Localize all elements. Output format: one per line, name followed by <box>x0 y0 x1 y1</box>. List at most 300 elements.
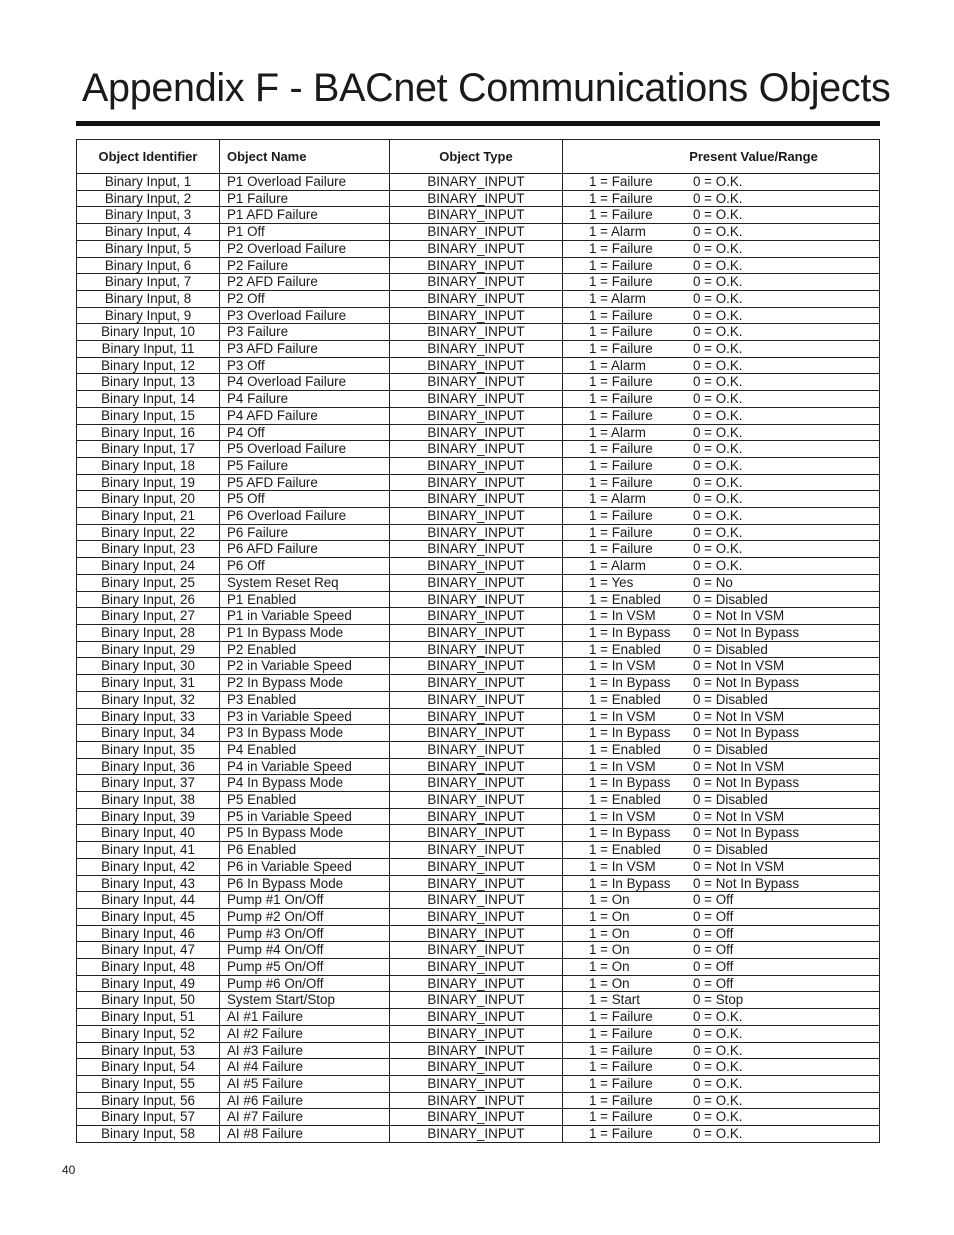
present-value <box>563 424 880 441</box>
present-value <box>563 1075 880 1092</box>
object-type: BINARY_INPUT <box>390 708 563 725</box>
table-row <box>77 708 880 725</box>
value-zero: 0 = O.K. <box>693 1042 743 1058</box>
object-name: AI #8 Failure <box>220 1126 390 1143</box>
object-name: AI #7 Failure <box>220 1109 390 1126</box>
table-row <box>77 1075 880 1092</box>
page-title: Appendix F - BACnet Communications Objects <box>82 66 891 110</box>
present-value <box>563 959 880 976</box>
object-name: P2 In Bypass Mode <box>220 675 390 692</box>
value-one: 1 = On <box>589 975 630 991</box>
present-value <box>563 758 880 775</box>
value-zero: 0 = O.K. <box>693 357 743 373</box>
object-identifier: Binary Input, 24 <box>77 558 220 575</box>
object-name: P1 AFD Failure <box>220 207 390 224</box>
object-identifier: Binary Input, 53 <box>77 1042 220 1059</box>
object-identifier: Binary Input, 19 <box>77 474 220 491</box>
present-value <box>563 1009 880 1026</box>
bacnet-objects-table <box>76 139 880 1143</box>
table-row <box>77 541 880 558</box>
object-name: P5 Failure <box>220 457 390 474</box>
table-row <box>77 174 880 191</box>
object-type: BINARY_INPUT <box>390 1092 563 1109</box>
object-identifier: Binary Input, 26 <box>77 591 220 608</box>
value-one: 1 = In Bypass <box>589 624 671 640</box>
object-type: BINARY_INPUT <box>390 357 563 374</box>
object-name: P5 Enabled <box>220 792 390 809</box>
table-row <box>77 1059 880 1076</box>
object-name: P2 Failure <box>220 257 390 274</box>
value-zero: 0 = Disabled <box>693 641 768 657</box>
table-row <box>77 942 880 959</box>
table-row <box>77 508 880 525</box>
table-row <box>77 424 880 441</box>
present-value <box>563 1092 880 1109</box>
object-type: BINARY_INPUT <box>390 892 563 909</box>
object-name: P4 Enabled <box>220 741 390 758</box>
value-one: 1 = In Bypass <box>589 825 671 841</box>
table-row <box>77 658 880 675</box>
table-row <box>77 908 880 925</box>
object-identifier: Binary Input, 7 <box>77 274 220 291</box>
object-type: BINARY_INPUT <box>390 792 563 809</box>
present-value <box>563 591 880 608</box>
object-name: System Start/Stop <box>220 992 390 1009</box>
object-type: BINARY_INPUT <box>390 992 563 1009</box>
table-row <box>77 257 880 274</box>
table-row <box>77 691 880 708</box>
object-identifier: Binary Input, 30 <box>77 658 220 675</box>
table-row <box>77 1025 880 1042</box>
table-row <box>77 574 880 591</box>
value-one: 1 = Failure <box>589 374 653 390</box>
value-zero: 0 = O.K. <box>693 224 743 240</box>
object-name: P1 Failure <box>220 190 390 207</box>
present-value <box>563 691 880 708</box>
object-type: BINARY_INPUT <box>390 574 563 591</box>
present-value <box>563 942 880 959</box>
value-one: 1 = Enabled <box>589 641 661 657</box>
object-name: AI #3 Failure <box>220 1042 390 1059</box>
object-identifier: Binary Input, 25 <box>77 574 220 591</box>
present-value <box>563 341 880 358</box>
object-type: BINARY_INPUT <box>390 341 563 358</box>
object-name: AI #6 Failure <box>220 1092 390 1109</box>
object-type: BINARY_INPUT <box>390 374 563 391</box>
object-type: BINARY_INPUT <box>390 1059 563 1076</box>
value-one: 1 = In Bypass <box>589 875 671 891</box>
object-type: BINARY_INPUT <box>390 925 563 942</box>
header-object-identifier: Object Identifier <box>77 140 220 174</box>
object-type: BINARY_INPUT <box>390 1009 563 1026</box>
value-one: 1 = In VSM <box>589 808 656 824</box>
object-identifier: Binary Input, 34 <box>77 725 220 742</box>
present-value <box>563 174 880 191</box>
object-identifier: Binary Input, 20 <box>77 491 220 508</box>
table-row <box>77 1092 880 1109</box>
object-type: BINARY_INPUT <box>390 608 563 625</box>
object-type: BINARY_INPUT <box>390 407 563 424</box>
object-type: BINARY_INPUT <box>390 875 563 892</box>
table-row <box>77 975 880 992</box>
object-type: BINARY_INPUT <box>390 641 563 658</box>
value-one: 1 = Failure <box>589 307 653 323</box>
value-zero: 0 = O.K. <box>693 424 743 440</box>
value-zero: 0 = Not In VSM <box>693 758 785 774</box>
value-zero: 0 = Not In VSM <box>693 608 785 624</box>
object-type: BINARY_INPUT <box>390 842 563 859</box>
value-zero: 0 = O.K. <box>693 441 743 457</box>
object-identifier: Binary Input, 43 <box>77 875 220 892</box>
table-row <box>77 1042 880 1059</box>
value-zero: 0 = O.K. <box>693 174 743 189</box>
object-identifier: Binary Input, 51 <box>77 1009 220 1026</box>
object-name: P1 in Variable Speed <box>220 608 390 625</box>
value-zero: 0 = O.K. <box>693 1075 743 1091</box>
present-value <box>563 441 880 458</box>
value-zero: 0 = Not In VSM <box>693 658 785 674</box>
object-identifier: Binary Input, 28 <box>77 624 220 641</box>
object-name: AI #4 Failure <box>220 1059 390 1076</box>
object-name: Pump #5 On/Off <box>220 959 390 976</box>
page-number: 40 <box>62 1163 76 1177</box>
value-zero: 0 = O.K. <box>693 1025 743 1041</box>
value-one: 1 = Alarm <box>589 357 646 373</box>
value-zero: 0 = Disabled <box>693 792 768 808</box>
table-row <box>77 925 880 942</box>
value-one: 1 = In VSM <box>589 858 656 874</box>
object-type: BINARY_INPUT <box>390 190 563 207</box>
object-name: P4 Off <box>220 424 390 441</box>
object-name: P6 in Variable Speed <box>220 858 390 875</box>
object-identifier: Binary Input, 52 <box>77 1025 220 1042</box>
value-zero: 0 = O.K. <box>693 207 743 223</box>
present-value <box>563 324 880 341</box>
object-identifier: Binary Input, 31 <box>77 675 220 692</box>
object-identifier: Binary Input, 57 <box>77 1109 220 1126</box>
object-name: AI #2 Failure <box>220 1025 390 1042</box>
value-one: 1 = Alarm <box>589 424 646 440</box>
table-header-row <box>77 140 880 174</box>
object-name: AI #5 Failure <box>220 1075 390 1092</box>
object-type: BINARY_INPUT <box>390 274 563 291</box>
header-present-value: Present Value/Range <box>563 140 880 174</box>
value-zero: 0 = Not In VSM <box>693 708 785 724</box>
object-type: BINARY_INPUT <box>390 591 563 608</box>
value-one: 1 = Failure <box>589 190 653 206</box>
object-name: P3 Off <box>220 357 390 374</box>
object-name: P5 in Variable Speed <box>220 808 390 825</box>
object-type: BINARY_INPUT <box>390 725 563 742</box>
present-value <box>563 558 880 575</box>
object-type: BINARY_INPUT <box>390 307 563 324</box>
object-type: BINARY_INPUT <box>390 491 563 508</box>
present-value <box>563 307 880 324</box>
object-identifier: Binary Input, 37 <box>77 775 220 792</box>
object-name: P4 In Bypass Mode <box>220 775 390 792</box>
value-zero: 0 = O.K. <box>693 491 743 507</box>
value-one: 1 = Failure <box>589 508 653 524</box>
value-zero: 0 = O.K. <box>693 524 743 540</box>
object-identifier: Binary Input, 5 <box>77 240 220 257</box>
object-identifier: Binary Input, 27 <box>77 608 220 625</box>
object-type: BINARY_INPUT <box>390 908 563 925</box>
value-zero: 0 = O.K. <box>693 240 743 256</box>
table-row <box>77 792 880 809</box>
object-type: BINARY_INPUT <box>390 1075 563 1092</box>
table-body <box>77 174 880 1143</box>
value-zero: 0 = O.K. <box>693 1126 743 1142</box>
value-zero: 0 = Off <box>693 942 734 958</box>
header-object-name: Object Name <box>220 140 390 174</box>
present-value <box>563 875 880 892</box>
value-one: 1 = Alarm <box>589 290 646 306</box>
object-name: P2 Enabled <box>220 641 390 658</box>
object-identifier: Binary Input, 11 <box>77 341 220 358</box>
object-type: BINARY_INPUT <box>390 758 563 775</box>
table-row <box>77 457 880 474</box>
object-name: P1 In Bypass Mode <box>220 624 390 641</box>
value-one: 1 = Alarm <box>589 491 646 507</box>
present-value <box>563 1059 880 1076</box>
table-row <box>77 1009 880 1026</box>
value-one: 1 = Alarm <box>589 224 646 240</box>
object-identifier: Binary Input, 42 <box>77 858 220 875</box>
object-type: BINARY_INPUT <box>390 942 563 959</box>
value-zero: 0 = O.K. <box>693 1109 743 1125</box>
object-name: P3 Failure <box>220 324 390 341</box>
object-name: P2 in Variable Speed <box>220 658 390 675</box>
object-type: BINARY_INPUT <box>390 474 563 491</box>
value-one: 1 = Failure <box>589 1126 653 1142</box>
object-name: P2 Overload Failure <box>220 240 390 257</box>
value-zero: 0 = O.K. <box>693 374 743 390</box>
table-row <box>77 808 880 825</box>
present-value <box>563 792 880 809</box>
table-row <box>77 725 880 742</box>
table-row <box>77 441 880 458</box>
present-value <box>563 842 880 859</box>
value-zero: 0 = Off <box>693 908 734 924</box>
value-one: 1 = Failure <box>589 1025 653 1041</box>
value-one: 1 = In VSM <box>589 608 656 624</box>
present-value <box>563 508 880 525</box>
value-one: 1 = Failure <box>589 1059 653 1075</box>
table-row <box>77 474 880 491</box>
object-type: BINARY_INPUT <box>390 508 563 525</box>
object-identifier: Binary Input, 14 <box>77 391 220 408</box>
object-identifier: Binary Input, 23 <box>77 541 220 558</box>
value-one: 1 = In Bypass <box>589 675 671 691</box>
present-value <box>563 908 880 925</box>
object-identifier: Binary Input, 12 <box>77 357 220 374</box>
present-value <box>563 725 880 742</box>
present-value <box>563 925 880 942</box>
present-value <box>563 407 880 424</box>
value-zero: 0 = Off <box>693 959 734 975</box>
object-type: BINARY_INPUT <box>390 324 563 341</box>
value-one: 1 = In Bypass <box>589 725 671 741</box>
table-row <box>77 608 880 625</box>
value-one: 1 = Failure <box>589 407 653 423</box>
object-name: P3 Overload Failure <box>220 307 390 324</box>
object-name: System Reset Req <box>220 574 390 591</box>
table-row <box>77 407 880 424</box>
value-zero: 0 = Not In Bypass <box>693 775 800 791</box>
object-identifier: Binary Input, 6 <box>77 257 220 274</box>
value-zero: 0 = O.K. <box>693 391 743 407</box>
object-type: BINARY_INPUT <box>390 558 563 575</box>
object-name: P6 Enabled <box>220 842 390 859</box>
object-type: BINARY_INPUT <box>390 541 563 558</box>
object-identifier: Binary Input, 41 <box>77 842 220 859</box>
object-type: BINARY_INPUT <box>390 207 563 224</box>
object-identifier: Binary Input, 10 <box>77 324 220 341</box>
value-zero: 0 = O.K. <box>693 257 743 273</box>
present-value <box>563 290 880 307</box>
value-zero: 0 = Not In Bypass <box>693 675 800 691</box>
table-row <box>77 741 880 758</box>
object-identifier: Binary Input, 36 <box>77 758 220 775</box>
object-name: P4 Failure <box>220 391 390 408</box>
value-zero: 0 = O.K. <box>693 290 743 306</box>
value-one: 1 = Failure <box>589 1109 653 1125</box>
object-name: P5 Off <box>220 491 390 508</box>
object-type: BINARY_INPUT <box>390 825 563 842</box>
table-row <box>77 207 880 224</box>
object-type: BINARY_INPUT <box>390 675 563 692</box>
value-zero: 0 = Disabled <box>693 741 768 757</box>
value-one: 1 = Failure <box>589 391 653 407</box>
object-type: BINARY_INPUT <box>390 1126 563 1143</box>
present-value <box>563 741 880 758</box>
table-row <box>77 624 880 641</box>
object-type: BINARY_INPUT <box>390 1109 563 1126</box>
present-value <box>563 641 880 658</box>
present-value <box>563 357 880 374</box>
table-row <box>77 675 880 692</box>
object-identifier: Binary Input, 39 <box>77 808 220 825</box>
object-name: Pump #4 On/Off <box>220 942 390 959</box>
value-zero: 0 = Not In Bypass <box>693 624 800 640</box>
table-row <box>77 775 880 792</box>
value-one: 1 = In VSM <box>589 758 656 774</box>
value-one: 1 = Failure <box>589 257 653 273</box>
value-one: 1 = Failure <box>589 441 653 457</box>
value-one: 1 = On <box>589 925 630 941</box>
object-name: P4 in Variable Speed <box>220 758 390 775</box>
object-type: BINARY_INPUT <box>390 975 563 992</box>
present-value <box>563 474 880 491</box>
value-zero: 0 = O.K. <box>693 474 743 490</box>
object-name: P3 Enabled <box>220 691 390 708</box>
object-type: BINARY_INPUT <box>390 1042 563 1059</box>
value-one: 1 = Failure <box>589 324 653 340</box>
value-one: 1 = Failure <box>589 240 653 256</box>
present-value <box>563 1109 880 1126</box>
object-name: P5 Overload Failure <box>220 441 390 458</box>
object-identifier: Binary Input, 3 <box>77 207 220 224</box>
object-name: P1 Enabled <box>220 591 390 608</box>
object-type: BINARY_INPUT <box>390 391 563 408</box>
object-identifier: Binary Input, 18 <box>77 457 220 474</box>
value-zero: 0 = O.K. <box>693 1009 743 1025</box>
object-name: P3 in Variable Speed <box>220 708 390 725</box>
value-one: 1 = Failure <box>589 541 653 557</box>
table-row <box>77 1109 880 1126</box>
object-type: BINARY_INPUT <box>390 457 563 474</box>
present-value <box>563 1042 880 1059</box>
table-row <box>77 307 880 324</box>
table-row <box>77 524 880 541</box>
object-identifier: Binary Input, 2 <box>77 190 220 207</box>
table-row <box>77 858 880 875</box>
object-identifier: Binary Input, 50 <box>77 992 220 1009</box>
value-one: 1 = On <box>589 892 630 908</box>
object-type: BINARY_INPUT <box>390 808 563 825</box>
value-zero: 0 = O.K. <box>693 341 743 357</box>
value-one: 1 = Enabled <box>589 741 661 757</box>
value-one: 1 = Start <box>589 992 640 1008</box>
value-one: 1 = In Bypass <box>589 775 671 791</box>
object-name: AI #1 Failure <box>220 1009 390 1026</box>
object-identifier: Binary Input, 4 <box>77 224 220 241</box>
object-name: P4 AFD Failure <box>220 407 390 424</box>
value-one: 1 = Enabled <box>589 691 661 707</box>
value-zero: 0 = O.K. <box>693 307 743 323</box>
value-one: 1 = Yes <box>589 574 634 590</box>
table-row <box>77 842 880 859</box>
present-value <box>563 808 880 825</box>
value-zero: 0 = Disabled <box>693 691 768 707</box>
object-name: P5 AFD Failure <box>220 474 390 491</box>
object-name: P6 AFD Failure <box>220 541 390 558</box>
table-row <box>77 341 880 358</box>
object-identifier: Binary Input, 29 <box>77 641 220 658</box>
table-row <box>77 1126 880 1143</box>
value-one: 1 = Failure <box>589 1009 653 1025</box>
value-one: 1 = In VSM <box>589 658 656 674</box>
object-identifier: Binary Input, 8 <box>77 290 220 307</box>
present-value <box>563 574 880 591</box>
table-row <box>77 391 880 408</box>
object-name: P6 Failure <box>220 524 390 541</box>
object-identifier: Binary Input, 40 <box>77 825 220 842</box>
value-one: 1 = Failure <box>589 1042 653 1058</box>
object-identifier: Binary Input, 35 <box>77 741 220 758</box>
object-type: BINARY_INPUT <box>390 1025 563 1042</box>
table-row <box>77 190 880 207</box>
object-type: BINARY_INPUT <box>390 240 563 257</box>
present-value <box>563 274 880 291</box>
value-zero: 0 = Not In Bypass <box>693 825 800 841</box>
object-identifier: Binary Input, 54 <box>77 1059 220 1076</box>
object-identifier: Binary Input, 13 <box>77 374 220 391</box>
object-identifier: Binary Input, 56 <box>77 1092 220 1109</box>
object-name: Pump #3 On/Off <box>220 925 390 942</box>
present-value <box>563 624 880 641</box>
present-value <box>563 975 880 992</box>
object-name: P5 In Bypass Mode <box>220 825 390 842</box>
object-name: P2 Off <box>220 290 390 307</box>
present-value <box>563 675 880 692</box>
value-zero: 0 = Not In Bypass <box>693 875 800 891</box>
object-identifier: Binary Input, 55 <box>77 1075 220 1092</box>
value-zero: 0 = Not In VSM <box>693 858 785 874</box>
table-row <box>77 224 880 241</box>
value-zero: 0 = O.K. <box>693 274 743 290</box>
object-identifier: Binary Input, 45 <box>77 908 220 925</box>
